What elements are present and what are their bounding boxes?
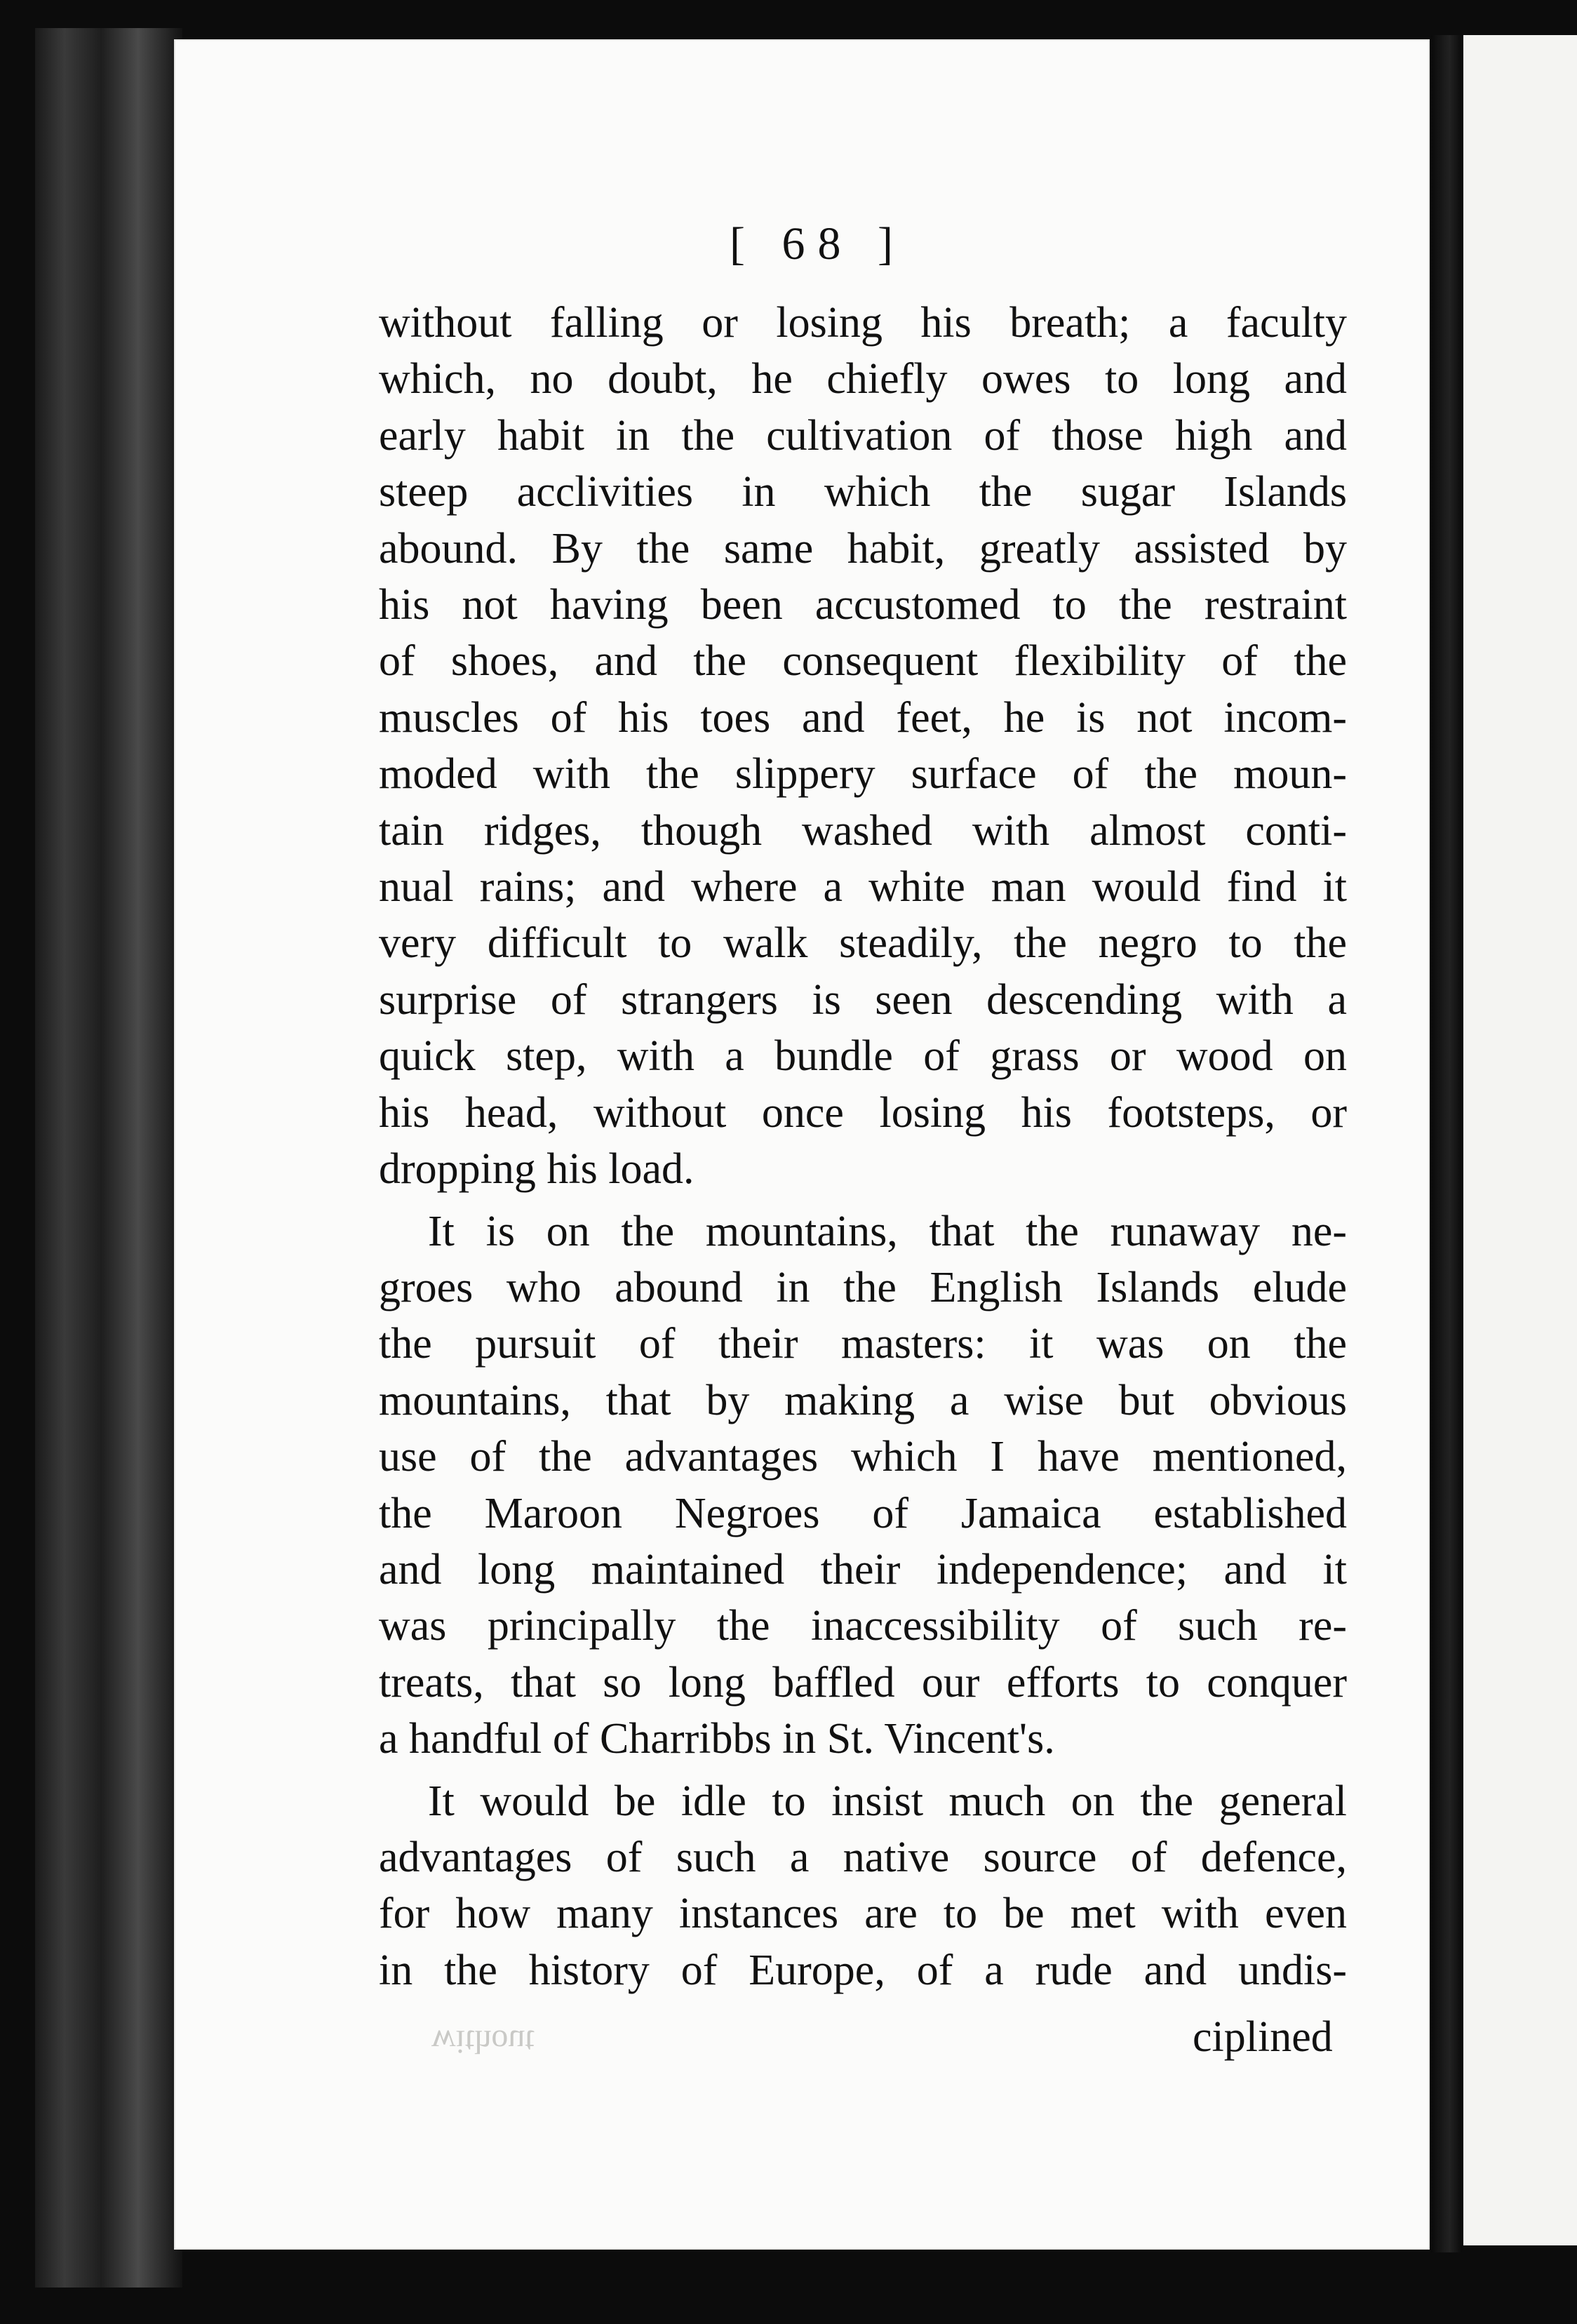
text-line: very difficult to walk steadily, the negro to the bbox=[379, 919, 1347, 968]
paragraph-start-line: It would be idle to insist much on the general bbox=[428, 1777, 1347, 1825]
paragraph-start-line: It is on the mountains, that the runaway ne- bbox=[428, 1207, 1347, 1255]
text-line: in the history of Europe, of a rude and undis- bbox=[379, 1946, 1347, 1994]
page-number: [ 68 ] bbox=[730, 218, 906, 269]
text-line: early habit in the cultivation of those high and bbox=[379, 411, 1347, 460]
text-line: nual rains; and where a white man would find it bbox=[379, 863, 1347, 911]
page-gutter bbox=[1431, 35, 1462, 2252]
book-spine bbox=[35, 28, 182, 2288]
text-line: use of the advantages which I have mentioned, bbox=[379, 1433, 1347, 1481]
page-text bbox=[379, 295, 1347, 1998]
text-line: mountains, that by making a wise but obvious bbox=[379, 1376, 1347, 1424]
text-line: for how many instances are to be met with even bbox=[379, 1890, 1347, 1938]
text-line: his not having been accustomed to the restraint bbox=[379, 581, 1347, 629]
text-line: his head, without once losing his footsteps, or bbox=[379, 1088, 1347, 1137]
text-line: without falling or losing his breath; a faculty bbox=[379, 299, 1347, 347]
text-line: muscles of his toes and feet, he is not incom- bbox=[379, 693, 1347, 742]
text-line: moded with the slippery surface of the moun- bbox=[379, 750, 1347, 799]
text-line: steep acclivities in which the sugar Islands bbox=[379, 468, 1347, 516]
facing-page-edge bbox=[1463, 35, 1577, 2245]
show-through-text: without bbox=[431, 2023, 535, 2060]
text-line: advantages of such a native source of defence, bbox=[379, 1833, 1347, 1881]
catchword: ciplined bbox=[1193, 2013, 1333, 2061]
text-line: tain ridges, though washed with almost conti- bbox=[379, 806, 1347, 855]
text-line: dropping his load. bbox=[379, 1145, 694, 1194]
text-line: which, no doubt, he chiefly owes to long and bbox=[379, 355, 1347, 403]
text-line: of shoes, and the consequent flexibility of the bbox=[379, 637, 1347, 686]
text-line: and long maintained their independence; and it bbox=[379, 1545, 1347, 1594]
text-line: the Maroon Negroes of Jamaica established bbox=[379, 1489, 1347, 1537]
text-line: abound. By the same habit, greatly assisted by bbox=[379, 524, 1347, 573]
text-line: the pursuit of their masters: it was on the bbox=[379, 1320, 1347, 1368]
text-line: was principally the inaccessibility of such re- bbox=[379, 1602, 1347, 1650]
text-line: a handful of Charribbs in St. Vincent's. bbox=[379, 1715, 1055, 1763]
text-line: treats, that so long baffled our efforts to conquer bbox=[379, 1658, 1347, 1707]
text-line: quick step, with a bundle of grass or wood on bbox=[379, 1032, 1347, 1081]
text-line: surprise of strangers is seen descending with a bbox=[379, 975, 1347, 1024]
text-line: groes who abound in the English Islands elude bbox=[379, 1263, 1347, 1311]
